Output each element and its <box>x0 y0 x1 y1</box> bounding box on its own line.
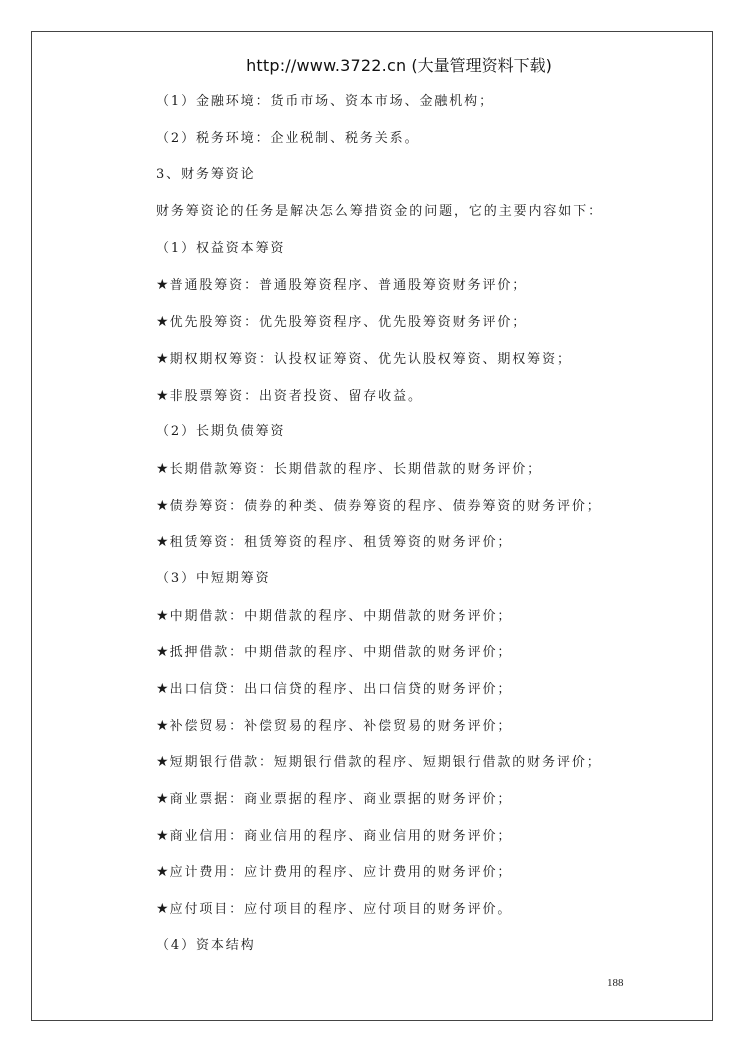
star-icon: ★ <box>156 644 169 661</box>
text-line <box>156 237 676 274</box>
bullet-item <box>156 604 676 641</box>
star-icon: ★ <box>156 717 169 734</box>
star-icon: ★ <box>156 681 169 697</box>
star-icon: ★ <box>156 754 169 771</box>
line-text: （1）权益资本筹资 <box>156 240 286 256</box>
line-text: （3）中短期筹资 <box>156 570 271 586</box>
star-icon: ★ <box>156 534 169 551</box>
bullet-item <box>156 530 676 567</box>
bullet-item <box>156 750 676 787</box>
line-text: 应计费用：应计费用的程序、应计费用的财务评价； <box>169 865 513 881</box>
line-text: （2）税务环境：企业税制、税务关系。 <box>156 130 420 146</box>
bullet-item <box>156 273 676 310</box>
document-body <box>156 90 676 971</box>
line-text: （2）长期负债筹资 <box>156 424 286 440</box>
bullet-item <box>156 860 676 897</box>
bullet-item <box>156 677 676 714</box>
bullet-item <box>156 897 676 934</box>
line-text: 补偿贸易：补偿贸易的程序、补偿贸易的财务评价； <box>169 718 513 734</box>
star-icon: ★ <box>156 901 169 918</box>
text-line <box>156 567 676 604</box>
line-text: （4）资本结构 <box>156 937 256 953</box>
text-line <box>156 200 676 237</box>
bullet-item <box>156 384 676 421</box>
bullet-item <box>156 347 676 384</box>
bullet-item <box>156 640 676 677</box>
line-text: 长期借款筹资：长期借款的程序、长期借款的财务评价； <box>169 461 543 477</box>
star-icon: ★ <box>156 827 169 844</box>
star-icon: ★ <box>156 460 169 477</box>
line-text: 中期借款：中期借款的程序、中期借款的财务评价； <box>169 608 513 624</box>
page-header <box>0 53 744 76</box>
header-url[interactable]: http://www.3722.cn <box>246 56 407 75</box>
star-icon: ★ <box>156 387 169 404</box>
text-line <box>156 934 676 971</box>
bullet-item <box>156 457 676 494</box>
star-icon: ★ <box>156 350 169 367</box>
star-icon: ★ <box>156 607 169 624</box>
line-text: 商业信用：商业信用的程序、商业信用的财务评价； <box>169 828 513 844</box>
page-number: 188 <box>607 977 624 989</box>
line-text: 普通股筹资：普通股筹资程序、普通股筹资财务评价； <box>169 278 528 294</box>
line-text: 短期银行借款：短期银行借款的程序、短期银行借款的财务评价； <box>169 755 602 771</box>
header-note: (大量管理资料下载) <box>411 56 552 75</box>
line-text: 期权期权筹资：认投权证筹资、优先认股权筹资、期权筹资； <box>169 351 572 367</box>
text-line <box>156 163 676 200</box>
line-text: 应付项目：应付项目的程序、应付项目的财务评价。 <box>169 902 513 918</box>
line-text: 3、财务筹资论 <box>156 167 256 183</box>
bullet-item <box>156 714 676 751</box>
star-icon: ★ <box>156 277 169 294</box>
line-text: （1）金融环境：货币市场、资本市场、金融机构； <box>156 94 494 109</box>
star-icon: ★ <box>156 314 169 331</box>
line-text: 债券筹资：债券的种类、债券筹资的程序、债券筹资的财务评价； <box>169 498 602 514</box>
star-icon: ★ <box>156 791 169 808</box>
star-icon: ★ <box>156 864 169 881</box>
bullet-item <box>156 494 676 531</box>
star-icon: ★ <box>156 497 169 514</box>
line-text: 优先股筹资：优先股筹资程序、优先股筹资财务评价； <box>169 315 528 331</box>
text-line <box>156 127 676 164</box>
text-line <box>156 420 676 457</box>
line-text: 出口信贷：出口信贷的程序、出口信贷的财务评价； <box>169 682 513 697</box>
line-text: 租赁筹资：租赁筹资的程序、租赁筹资的财务评价； <box>169 535 513 551</box>
line-text: 非股票筹资：出资者投资、留存收益。 <box>169 388 423 404</box>
line-text: 抵押借款：中期借款的程序、中期借款的财务评价； <box>169 645 513 661</box>
bullet-item <box>156 824 676 861</box>
bullet-item <box>156 787 676 824</box>
bullet-item <box>156 310 676 347</box>
text-line <box>156 90 676 127</box>
line-text: 财务筹资论的任务是解决怎么筹措资金的问题，它的主要内容如下： <box>156 204 604 220</box>
line-text: 商业票据：商业票据的程序、商业票据的财务评价； <box>169 792 513 808</box>
